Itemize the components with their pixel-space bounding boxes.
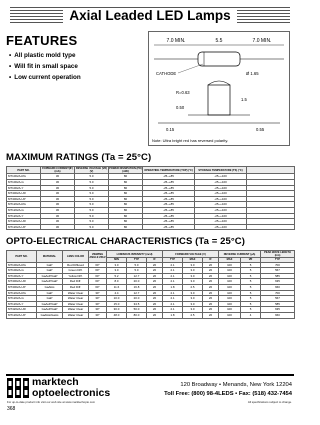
table-cell: 3.0 [183,273,203,279]
table-cell: 700 [261,262,295,268]
table-cell: Water Clear [63,296,89,302]
table-cell: 5 [241,273,261,279]
page-title: Axial Leaded LED Lamps [63,8,236,23]
table-cell: 585 [261,273,295,279]
table-cell: 20 [147,296,163,302]
table-header: LENS COLOR [63,251,89,263]
table-cell: MT1202A-G [7,296,37,302]
table-header: PART NO. [7,251,37,263]
table-cell: GaP [37,268,63,274]
table-cell: MT1202A-G [7,207,41,213]
table-header: PEAK WAVE LENGTH (nm) [261,251,295,258]
package-dimension-drawing [148,31,290,146]
table-cell: MT1202A-UP [7,224,41,230]
table-cell: 60° [89,262,107,268]
table-cell: 80 [109,185,143,191]
table-header: MATERIAL [37,251,63,263]
table-cell: 15.0 [107,301,127,307]
table-cell: 3.0 [183,279,203,285]
features-heading: FEATURES [6,33,78,48]
table-cell: 5.0 [75,213,109,219]
table-cell: 2.1 [163,273,183,279]
dim-right-text: 7.0 MIN. [252,38,272,44]
table-cell: 3.0 [183,301,203,307]
table-row [7,312,295,318]
table-cell: -25~+85 [143,180,195,186]
table-cell: 20 [203,296,219,302]
table-cell: GaAsP/GaP [37,307,63,313]
table-header: FORWARD CURRENT(IF) (mA) [42,167,73,174]
radius-text: R=0.63 [176,90,190,95]
table-cell: 5 [241,290,261,296]
table-cell: MT4002A-UR [7,279,37,285]
cathode-label: CATHODE [156,71,177,76]
phone-text: Toll Free: (800) 98-4LEDS • Fax: (518) 432-7454 [164,391,292,397]
table-cell: 20.0 [127,279,147,285]
feature-item: • All plastic mold type [9,50,81,61]
table-cell: 100 [219,279,241,285]
table-header: FORWARD VOLTAGE (V) [163,251,219,258]
dim-left-text: 7.0 MIN. [166,38,186,44]
table-cell: 30° [89,296,107,302]
table-cell: 16.8 [127,284,147,290]
table-cell: Red Diff. [63,284,89,290]
table-cell: 20 [203,262,219,268]
table-cell: -25~+100 [195,185,247,191]
dim-diameter-text: Ø 1.65 [246,71,259,76]
table-cell: MT1002A-RG [7,262,37,268]
table-cell: MT1002A-Y [7,273,37,279]
table-cell: 20 [147,262,163,268]
web-note: For up-to-date product info visit our web site at www.marktechopto.com [7,400,96,404]
table-cell: 585 [261,301,295,307]
table-cell: 30 [41,202,75,208]
table-cell: 80 [109,196,143,202]
table-subheader: MAX [219,258,241,262]
table-cell: 3.0 [183,296,203,302]
table-cell: 30 [41,196,75,202]
feature-item: • Will fit in small space [9,61,81,72]
table-cell: 30° [89,290,107,296]
page-title-bar [10,6,290,25]
table-cell: -25~+100 [195,191,247,197]
table-cell: Yellow Diff. [63,273,89,279]
table-cell: 80 [109,174,143,180]
table-cell: 5 [241,301,261,307]
table-cell: 20 [203,290,219,296]
table-cell: 20 [147,307,163,313]
table-header-blank [247,167,295,174]
table-cell: 3.0 [183,268,203,274]
table-cell: 30 [41,191,75,197]
table-cell: -25~+85 [143,213,195,219]
table-cell: 567 [261,268,295,274]
table-cell: 20 [203,273,219,279]
table-cell: Water Clear [63,312,89,318]
table-cell: -25~+85 [143,207,195,213]
spec-note: All specifications subject to change. [247,400,292,404]
table-cell: 2.1 [163,296,183,302]
table-cell: 8.0 [107,279,127,285]
table-cell: 2.5 [183,312,203,318]
table-cell: 5.0 [75,185,109,191]
table-header: OPERATING TEMPERATURE (TOP) (°C) [143,167,195,174]
lamp-body-side [208,85,230,115]
table-cell: 5.0 [75,224,109,230]
table-cell: 80 [109,202,143,208]
table-cell: 20 [147,312,163,318]
table-cell: -25~+85 [143,185,195,191]
table-cell: 80.0 [127,312,147,318]
brand-line-1: marktech [32,376,79,388]
dim-b-text: 1.5 [241,97,247,102]
table-cell: 1.8 [163,312,183,318]
table-cell: 60° [89,273,107,279]
table-cell: 30° [89,301,107,307]
table-cell: GaP [37,262,63,268]
table-subheader: TYP [261,258,295,262]
brand-name [32,377,110,399]
table-cell: GaP [37,296,63,302]
table-cell: 2.5 [183,284,203,290]
table-cell: 5 [241,262,261,268]
table-row [7,224,295,230]
table-cell: -25~+100 [195,180,247,186]
table-cell-blank [247,224,295,230]
table-cell: MT1202A-Y [7,301,37,307]
table-cell: 80 [109,219,143,225]
table-cell: Red Diff. [63,279,89,285]
table-cell: 5 [241,284,261,290]
table-subheader: IF [147,258,163,262]
table-cell: MT4002A-UR [7,191,41,197]
table-cell: 30 [41,219,75,225]
table-cell: MT1202A-UP [7,312,37,318]
table-cell: 60° [89,284,107,290]
table-cell: 700 [261,290,295,296]
polarity-note: Note: Ultra bright red has reversed polarity. [152,138,229,143]
table-cell: Water Clear [63,301,89,307]
table-cell: 5.0 [75,207,109,213]
table-cell: MT1202A-RG [7,202,41,208]
table-cell: 80 [109,224,143,230]
table-cell: 30 [41,180,75,186]
table-cell: MT1002A-RG [7,174,41,180]
table-cell: Green Diff. [63,268,89,274]
table-cell: -25~+85 [143,224,195,230]
table-cell: 20 [203,268,219,274]
table-cell: GaAsP/GaP [37,273,63,279]
table-subheader: TYP [127,258,147,262]
table-cell: 30 [41,174,75,180]
table-header: PART NO. [7,167,41,174]
table-cell: 80 [109,213,143,219]
table-header: STORAGE TEMPERATURE (TS) (°C) [195,167,247,174]
table-cell: 1.8 [163,284,183,290]
table-cell: 30 [41,213,75,219]
table-cell: 2.1 [163,301,183,307]
table-cell: 3.0 [107,268,127,274]
table-subheader: TYP [163,258,183,262]
table-cell: 20 [203,279,219,285]
table-cell: 5.2 [107,273,127,279]
table-cell: 20 [147,279,163,285]
table-cell: 5.0 [75,174,109,180]
table-subheader: MAX [183,258,203,262]
table-cell: 3.0 [183,307,203,313]
max-ratings-heading: MAXIMUM RATINGS (Ta = 25°C) [6,152,152,163]
table-cell: 12.7 [127,290,147,296]
feature-item: • Low current operation [9,72,81,83]
table-cell: 2.1 [163,290,183,296]
table-cell: MT1202A-Y [7,213,41,219]
table-cell: -25~+100 [195,219,247,225]
table-cell: 660 [261,284,295,290]
table-cell: MT4202A-UR [7,219,41,225]
table-cell: MT4202A-UR [7,307,37,313]
table-cell: 5.0 [75,219,109,225]
table-cell: 60° [89,268,107,274]
table-header: LUMINOUS INTENSITY (mcd) [107,251,163,258]
table-cell: 5 [241,268,261,274]
table-cell: Red Diffused [63,262,89,268]
table-cell: 30° [89,312,107,318]
table-header: REVERSE VOLTAGE (VR) (V) [75,167,108,174]
table-cell: -25~+85 [143,202,195,208]
dim-c-text: 0.15 [166,127,175,132]
table-header: POWER DISSIPATION (PD) (mW) [109,167,142,174]
table-cell: 11.6 [107,284,127,290]
table-cell: 2.1 [163,279,183,285]
table-cell: 20 [147,284,163,290]
table-cell: 30.0 [107,307,127,313]
dim-a-text: 0.50 [176,105,185,110]
lamp-body-top [198,52,240,66]
table-cell: 80 [109,191,143,197]
table-cell: 20 [203,284,219,290]
table-cell: 635 [261,307,295,313]
table-cell: -25~+100 [195,224,247,230]
table-cell: 635 [261,279,295,285]
table-subheader: MIN [107,258,127,262]
table-cell: 100 [219,307,241,313]
table-cell: -25~+85 [143,174,195,180]
table-cell: 5 [241,279,261,285]
table-cell: 20 [203,312,219,318]
table-cell: 20 [147,268,163,274]
table-cell: 100 [219,290,241,296]
table-header: VIEWING ANGLE 2θ1/2 [89,251,107,263]
dim-center-text: 5.5 [215,38,223,44]
table-cell: 30 [41,224,75,230]
table-cell: MT4002A-UP [7,196,41,202]
table-cell: -25~+100 [195,207,247,213]
table-cell: 20.0 [127,296,147,302]
table-cell: 20 [147,301,163,307]
table-cell: 100 [219,284,241,290]
table-cell: 12.7 [127,273,147,279]
table-cell: 5.0 [75,202,109,208]
opto-table [6,250,295,319]
table-cell: 2.1 [163,262,183,268]
table-cell: Water Clear [63,290,89,296]
table-cell: 20 [147,290,163,296]
table-cell: MT1202A-RG [7,290,37,296]
table-cell: 80 [109,180,143,186]
table-cell: MT4002A-UP [7,284,37,290]
features-list [9,50,81,83]
table-cell: 2.1 [163,307,183,313]
table-cell: 5 [241,296,261,302]
table-cell: 48.0 [107,312,127,318]
table-cell: 10.0 [107,296,127,302]
table-cell: 30 [41,207,75,213]
table-cell: -25~+100 [195,174,247,180]
table-cell: 100 [219,296,241,302]
table-cell: 2.1 [163,268,183,274]
table-cell: 567 [261,296,295,302]
brand-line-2: optoelectronics [32,387,111,399]
table-cell: -25~+85 [143,191,195,197]
table-cell: 5.0 [127,262,147,268]
table-cell: 34.5 [127,301,147,307]
table-cell: 60° [89,279,107,285]
table-cell: -25~+85 [143,196,195,202]
table-cell: -25~+85 [143,219,195,225]
table-cell: 80 [109,207,143,213]
table-cell: 100 [219,273,241,279]
table-cell: 100 [219,262,241,268]
max-ratings-table [6,166,295,230]
table-cell: 5.0 [75,196,109,202]
contact-block [164,381,292,399]
table-cell: MT1002A-G [7,180,41,186]
page-number: 368 [7,406,16,412]
table-cell: 4.4 [107,290,127,296]
table-cell: MT1002A-Y [7,185,41,191]
table-header: REVERSE CURRENT (µA) [219,251,261,258]
table-cell: 20 [203,301,219,307]
opto-heading: OPTO-ELECTRICAL CHARACTERISTICS (Ta = 25°C) [6,236,246,247]
table-cell: -25~+100 [195,213,247,219]
table-subheader: IF [203,258,219,262]
table-subheader: VR [241,258,261,262]
table-cell: 660 [261,312,295,318]
table-cell: -25~+100 [195,196,247,202]
table-cell: GaAlAs/GaAs [37,312,63,318]
table-cell: 4 [241,312,261,318]
table-cell: -25~+100 [195,202,247,208]
table-cell: 3.0 [107,262,127,268]
table-cell: 3.0 [183,262,203,268]
address-text: 120 Broadway • Menands, New York 12204 [180,382,292,388]
table-cell: Water Clear [63,307,89,313]
table-cell: GaAsP/GaP [37,279,63,285]
table-cell: 30° [89,307,107,313]
table-cell: 20 [203,307,219,313]
table-cell: 5.0 [75,180,109,186]
table-cell: GaP [37,290,63,296]
table-cell: GaAsP/GaP [37,301,63,307]
table-cell: 50.0 [127,307,147,313]
table-cell: MT1002A-G [7,268,37,274]
table-cell: 30 [41,185,75,191]
table-cell: 3.0 [183,290,203,296]
table-cell: GaAlAs [37,284,63,290]
table-cell: 100 [219,268,241,274]
table-cell: 100 [219,301,241,307]
dim-d-text: 0.55 [256,127,265,132]
table-cell: 5.0 [127,268,147,274]
table-cell: 5 [241,307,261,313]
table-cell: 5.0 [75,191,109,197]
table-cell: 20 [147,273,163,279]
table-cell: 100 [219,312,241,318]
marktech-logo-icon [7,378,29,398]
